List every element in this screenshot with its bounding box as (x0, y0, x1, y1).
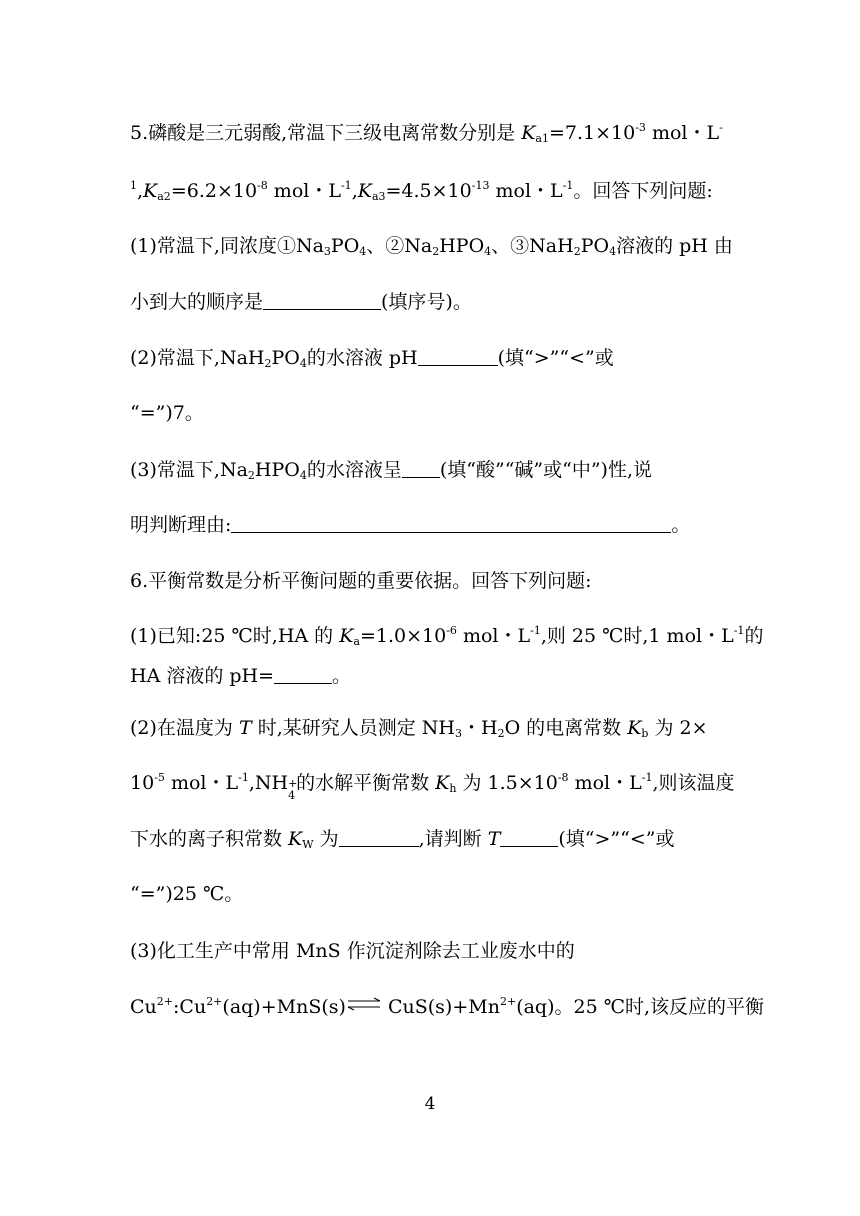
q6-part2-line-1: (2)在温度为 T 时,某研究人员测定 $NH_3$・$H_2O$ 的电离常数 $K_b$ 为 2× (130, 717, 708, 740)
answer-blank[interactable] (402, 459, 440, 478)
q6-title: 6.平衡常数是分析平衡问题的重要依据。回答下列问题: (130, 570, 592, 592)
q5-part2-line-1: (2)常温下$,NaH_2PO_4$的水溶液 pH (填“>”“<”或 (130, 347, 614, 370)
q6-part2-line-2: $10^{-5}$ mol・$L^{-1},NH$ + 4 的水解平衡常数 $K_h$ 为 $1.5\times 10^{-8}$ mol・$L^{-1}$,则该温度 (130, 771, 735, 802)
q5-part1-line-1: (1)常温下,同浓度$①Na_3PO_4$、$②Na_2HPO_4$、$③NaH_2PO_4$溶液的 pH 由 (130, 235, 733, 258)
equilibrium-arrow-icon (346, 997, 382, 1011)
q5-part1-line-2: 小到大的顺序是 (填序号)。 (130, 291, 472, 313)
q6-part2-line-4: “=”)25 ℃。 (130, 883, 244, 905)
q5-intro-line-1: 5.磷酸是三元弱酸,常温下三级电离常数分别是 $K_{a1}=7.1\times 10^{-3}$ mol・L- (130, 121, 723, 145)
answer-blank[interactable] (418, 347, 498, 366)
q6-part1-line-1: (1)已知:25 ℃时,HA 的 $K_a=1.0\times 10^{-6}$ mol・$L^{-1}$,则 25 ℃时,1 mol・$L^{-1}$的 (130, 624, 764, 648)
answer-blank[interactable] (339, 828, 419, 847)
q5-part3-line-1: (3)常温下$,Na_2HPO_4$的水溶液呈 (填“酸”“碱”或“中”)性,说 (130, 459, 653, 482)
answer-blank[interactable] (231, 514, 671, 533)
answer-blank[interactable] (500, 828, 558, 847)
page-number: 4 (424, 1094, 436, 1114)
q6-part1-line-2: HA 溶液的 pH= 。 (130, 665, 352, 687)
answer-blank[interactable] (274, 665, 332, 684)
answer-blank[interactable] (263, 291, 381, 310)
q5-part2-line-2: “=”)7。 (130, 402, 204, 424)
ammonium-charge: + 4 (288, 777, 298, 802)
q6-part2-line-3: 下水的离子积常数 $K_W$ 为 ,请判断 T (填“>”“<”或 (130, 828, 675, 851)
q6-part3-line-2: $Cu^{2+}:Cu^{2+}(aq)+MnS(s)$ $CuS(s)+Mn^{2+}(aq)$。25 ℃时,该反应的平衡 (130, 995, 765, 1018)
q6-part3-line-1: (3)化工生产中常用 MnS 作沉淀剂除去工业废水中的 (130, 940, 575, 962)
q5-intro-line-2: $^1,K_{a2}=6.2\times 10^{-8}$ mol・$L^{-1},K_{a3}=4.5\times 10^{-13}$ mol・$L^{-1}$。回答下列问题: (130, 179, 713, 203)
q5-part3-line-2: 明判断理由: 。 (130, 514, 691, 536)
